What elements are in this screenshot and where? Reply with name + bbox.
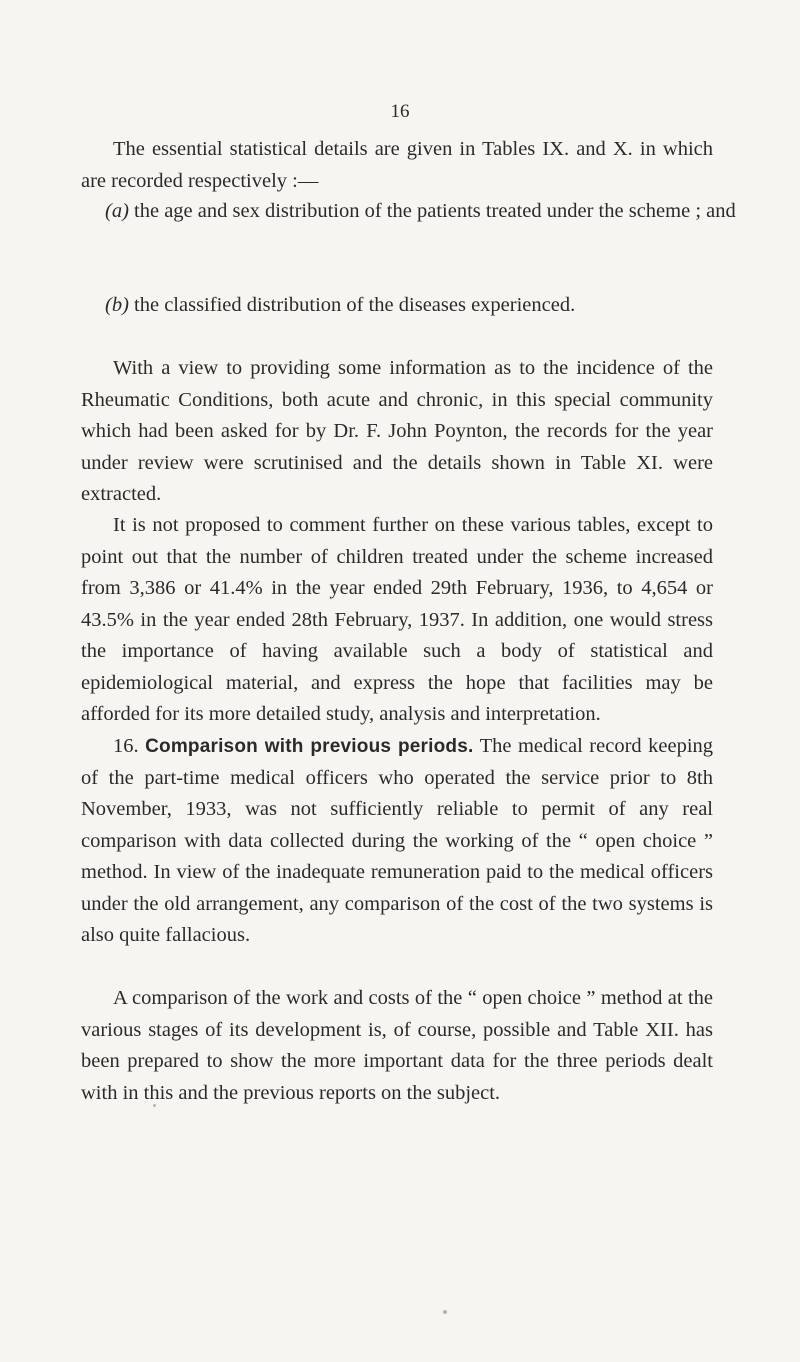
section-heading: Comparison with previous periods. [145,736,474,757]
section-number: 16. [113,735,139,757]
list-marker-b: (b) [105,294,129,316]
list-marker-a: (a) [105,200,129,222]
page-number: 16 [390,101,410,122]
comparison-paragraph: A comparison of the work and costs of the “ open choice ” method at the various stages of its development is, of course, possible and Table XII. has been prepared to show the more important data for the three periods dealt with in this and the previous reports on the subject. [81,987,713,1104]
intro-paragraph: The essential statistical details are given in Tables IX. and X. in which are recorded respectively :— [81,138,713,192]
rheumatic-paragraph: With a view to providing some information as to the incidence of the Rheumatic Conditions, both acute and chronic, in this special community which had been asked for by Dr. F. John Poynton, the records for the year under review were scrutinised and the details shown in Table XI. were extracted. [81,357,713,505]
list-text-b: the classified distribution of the diseases experienced. [134,294,576,316]
section-text: The medical record keeping of the part-time medical officers who operated the service prior to 8th November, 1933, was not sufficiently reliable to permit of any real comparison with data collected during the working of the “ open choice ” method. In view of the inadequate remuneration paid to the medical officers under the old arrangement, any comparison of the cost of the two systems is also quite fallacious. [81,735,714,946]
paper-speck [153,1104,156,1107]
list-item-a [105,196,753,228]
list-item-b [105,290,753,322]
comment-paragraph: It is not proposed to comment further on these various tables, except to point out that the number of children treated under the scheme increased from 3,386 or 41.4% in the year ended 29th February, 1936, to 4,654 or 43.5% in the year ended 28th February, 1937. In addition, one would stress the importance of having available such a body of statistical and epidemiological material, and express the hope that facilities may be afforded for its more detailed study, analysis and interpretation. [81,514,713,725]
paper-speck [443,1310,447,1314]
list-text-a: the age and sex distribution of the patients treated under the scheme ; and [134,200,736,222]
section-paragraph [81,731,713,952]
